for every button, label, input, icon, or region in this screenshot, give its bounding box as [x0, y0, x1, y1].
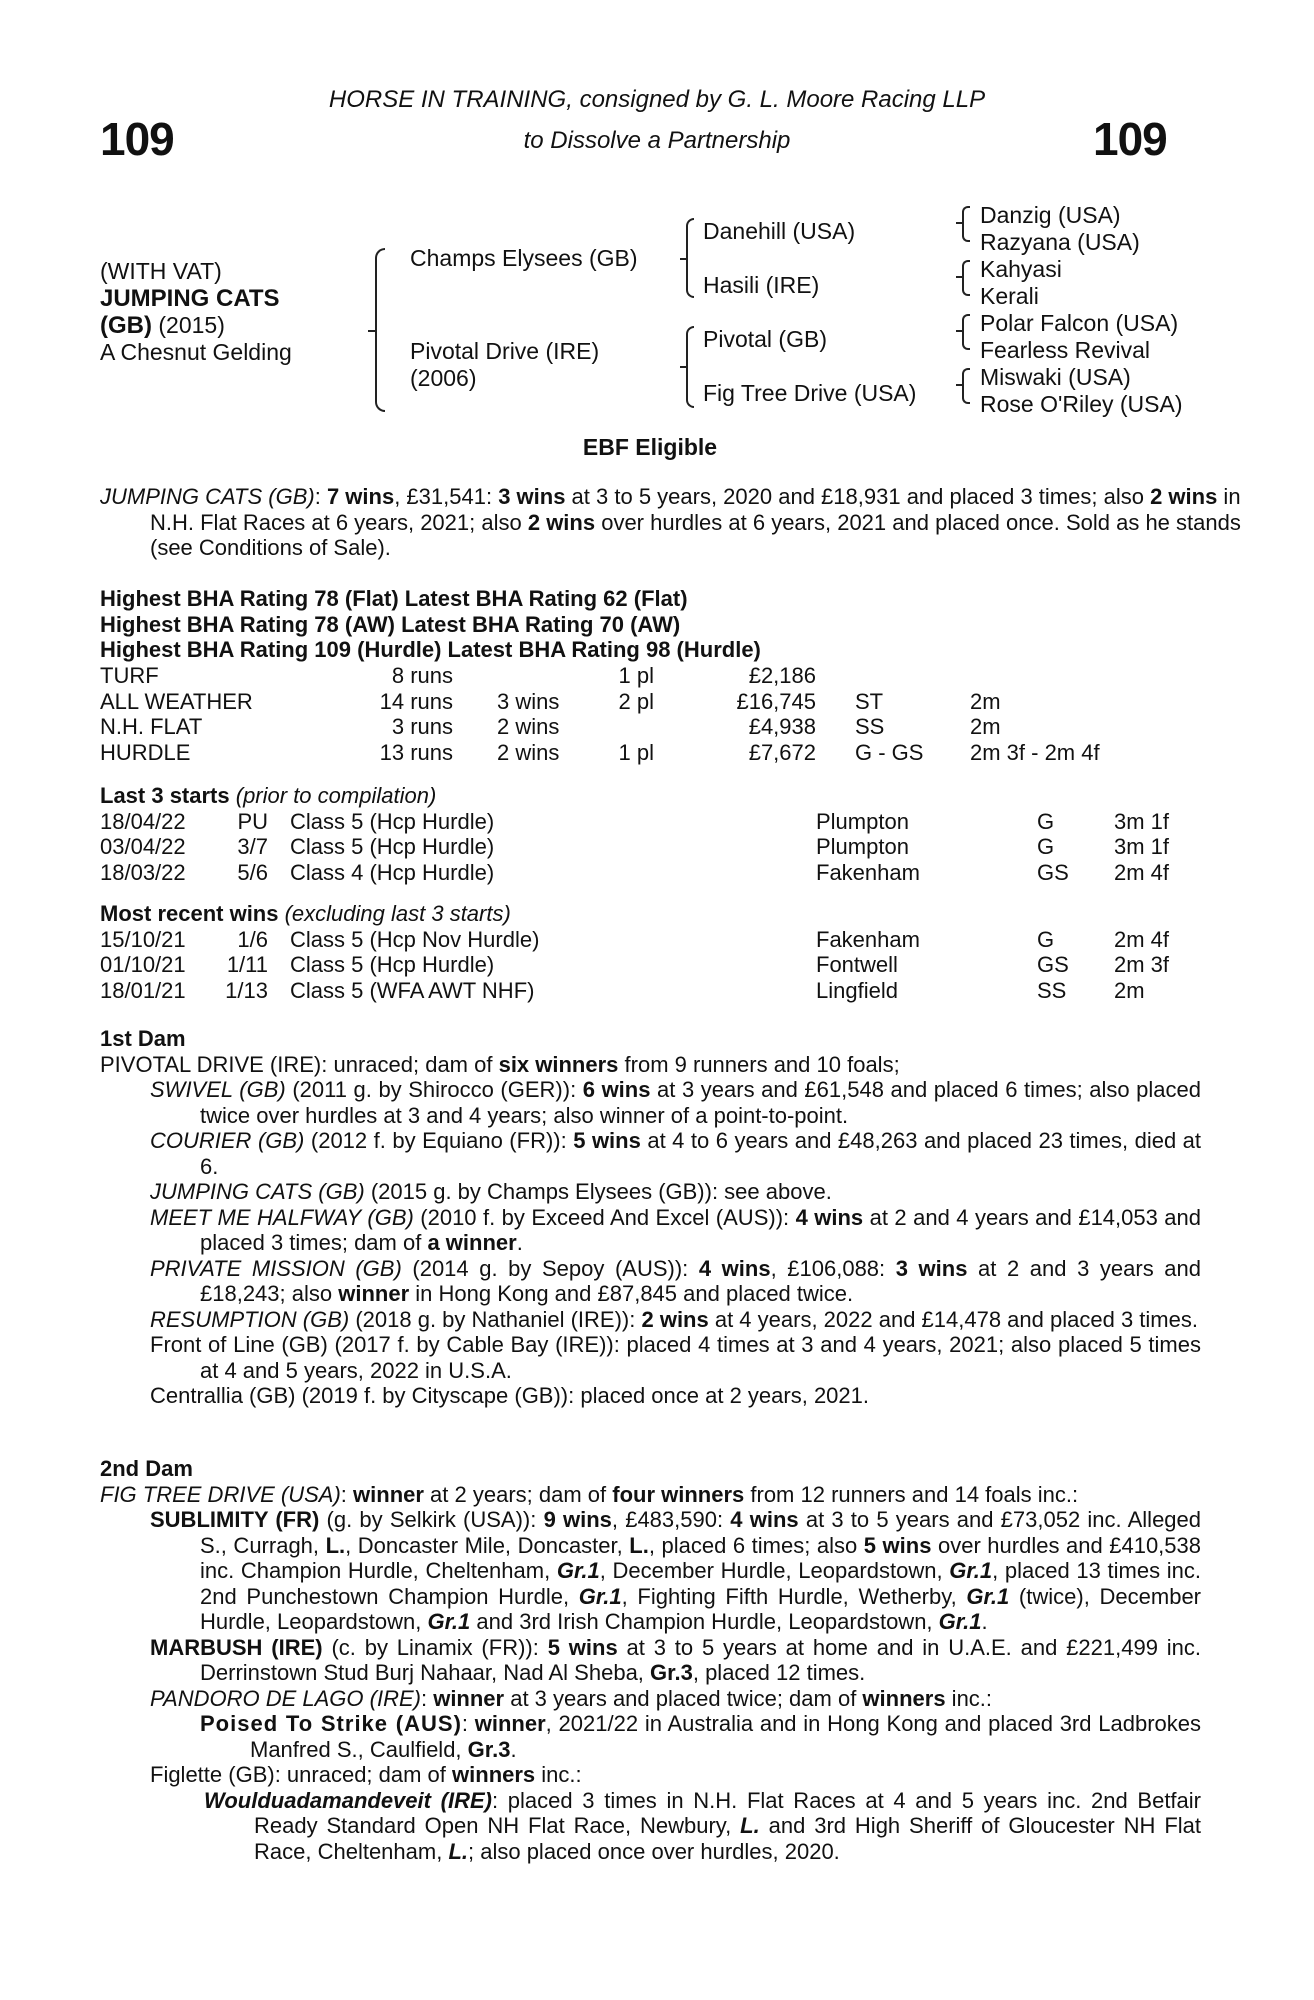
text-run: 14 runs — [379, 688, 453, 714]
lot-number-right: 109 — [1093, 113, 1167, 165]
text-run: winner — [474, 1711, 546, 1736]
text-run: Gr.1 — [556, 1558, 600, 1583]
text-run: Gr.1 — [966, 1583, 1010, 1609]
text-run: G — [1037, 926, 1055, 952]
foal-entry — [150, 1128, 1201, 1179]
second-dam-section — [100, 1456, 1201, 1864]
race-row — [0, 809, 1314, 834]
text-run: . — [516, 1230, 523, 1255]
foal-entry — [150, 1077, 1201, 1128]
text-run: (prior to compilation) — [235, 783, 437, 808]
race-summary — [100, 484, 1251, 561]
pedigree-dam-dam: Fig Tree Drive (USA) — [703, 380, 917, 406]
text-run: JUMPING CATS (GB) — [150, 1179, 365, 1204]
pedigree-gen3-item: Rose O'Riley (USA) — [980, 391, 1183, 417]
text-run: at 3 years and £61,548 and placed 6 times; also placed twice over hurdles at 3 and 4 years; also winner of a point-to-point. — [200, 1077, 1202, 1128]
text-run: (excluding last 3 starts) — [284, 901, 511, 926]
text-run: 3m 1f — [1114, 808, 1170, 834]
text-run: inc.: — [535, 1762, 582, 1787]
text-run: PU — [237, 808, 268, 834]
text-run: (2010 f. by Exceed And Excel (AUS)): — [413, 1204, 796, 1230]
text-run: and 3rd High Sheriff of Gloucester NH Flat Race, Cheltenham, — [254, 1813, 1201, 1864]
brace-line — [375, 248, 385, 332]
text-run: (twice), December Hurdle, Leopardstown, — [200, 1583, 1202, 1634]
text-run: Poised To Strike (AUS) — [200, 1711, 462, 1736]
text-run: TURF — [100, 663, 159, 688]
text-run: . — [981, 1609, 988, 1634]
text-run: , placed 13 times inc. 2nd Punchestown Champion Hurdle, — [200, 1558, 1201, 1609]
text-run: 5 wins — [573, 1128, 641, 1153]
text-run: , £106,088: — [770, 1255, 896, 1281]
record-row — [0, 663, 1314, 688]
text-run: four winners — [612, 1481, 745, 1507]
text-run: 2 wins — [527, 509, 596, 535]
ebf-eligible: EBF Eligible — [582, 434, 718, 460]
text-run: six winners — [498, 1051, 619, 1077]
text-run: , Doncaster Mile, Doncaster, — [345, 1532, 630, 1558]
first-dam-heading: 1st Dam — [100, 1026, 186, 1051]
text-run: (2015 g. by Champs Elysees (GB)): see above. — [364, 1179, 832, 1204]
text-run: 2 wins — [497, 739, 560, 765]
brace-line — [962, 368, 970, 386]
text-run: HURDLE — [100, 739, 191, 765]
text-run: Fakenham — [816, 926, 920, 952]
text-run: PANDORO DE LAGO (IRE) — [150, 1685, 421, 1711]
pedigree-gen3-item: Danzig (USA) — [980, 202, 1121, 228]
pedigree-dam-name: Pivotal Drive (IRE) — [410, 338, 600, 364]
text-run: MARBUSH (IRE) — [150, 1634, 323, 1660]
horse-year: (2015) — [158, 312, 225, 338]
pedigree-sire: Champs Elysees (GB) — [410, 245, 638, 271]
pedigree-gen3-item: Kerali — [980, 283, 1039, 309]
text-run: 8 runs — [391, 663, 453, 688]
text-run: (2012 f. by Equiano (FR)): — [304, 1128, 574, 1153]
foal-entry: Centrallia (GB) (2019 f. by Cityscape (GB)): placed once at 2 years, 2021. — [150, 1383, 869, 1408]
text-run: Plumpton — [816, 808, 909, 834]
text-run: , 2021/22 in Australia and in Hong Kong and placed 3rd Ladbrokes Manfred S., Caulfield, — [250, 1711, 1201, 1762]
text-run: inc.: — [945, 1685, 993, 1711]
text-run: 2 wins — [497, 714, 560, 739]
text-run: 2 pl — [618, 688, 654, 714]
text-run: Most recent wins — [100, 901, 279, 926]
text-run: SS — [855, 714, 885, 739]
race-row — [0, 927, 1314, 952]
race-row — [0, 978, 1314, 1003]
text-run: 3 wins — [895, 1255, 968, 1281]
text-run: PRIVATE MISSION (GB) — [150, 1255, 402, 1281]
last-starts-heading — [100, 783, 436, 809]
text-run: winner — [433, 1685, 505, 1711]
text-run: 18/03/22 — [100, 859, 186, 885]
text-run: GS — [1037, 952, 1069, 977]
text-run: (2014 g. by Sepoy (AUS)): — [401, 1255, 699, 1281]
bha-ratings — [100, 586, 761, 663]
text-run: , Fighting Fifth Hurdle, Wetherby, — [621, 1583, 967, 1609]
text-run: ST — [855, 688, 884, 714]
text-run: 18/04/22 — [100, 808, 186, 834]
brace-line — [686, 218, 694, 260]
pedigree-dam-sire: Pivotal (GB) — [703, 326, 827, 352]
text-run: 5/6 — [237, 859, 268, 885]
second-dam-heading: 2nd Dam — [100, 1456, 193, 1481]
race-row — [0, 952, 1314, 977]
text-run: over hurdles at 6 years, 2021 and placed once. Sold as he stands (see Conditions of Sale). — [150, 509, 1241, 560]
text-run: 5 wins — [547, 1634, 618, 1660]
text-run: from 9 runners and 10 foals; — [618, 1051, 900, 1077]
race-row — [0, 860, 1314, 885]
text-run: Class 5 (Hcp Hurdle) — [290, 808, 495, 834]
text-run: 3 wins — [497, 688, 560, 714]
text-run: , placed 12 times. — [692, 1660, 866, 1685]
text-run: G — [1037, 834, 1055, 859]
pedigree-gen3-item: Razyana (USA) — [980, 229, 1140, 255]
text-run: G — [1037, 808, 1055, 834]
text-run: 1/11 — [226, 952, 268, 977]
text-run: 3 runs — [391, 714, 453, 739]
text-run — [100, 312, 292, 339]
text-run: 5 wins — [863, 1532, 932, 1558]
text-run: Gr.1 — [578, 1583, 622, 1609]
text-run: 1/13 — [225, 977, 268, 1003]
brace-line — [962, 206, 970, 224]
text-run: : — [340, 1481, 354, 1507]
text-run: L. — [448, 1838, 468, 1864]
text-run: RESUMPTION (GB) — [150, 1306, 350, 1332]
text-run: , £483,590: — [611, 1507, 731, 1532]
text-run: : — [461, 1711, 475, 1736]
text-run: 15/10/21 — [100, 926, 186, 952]
foal-entry: Front of Line (GB) (2017 f. by Cable Bay (IRE)): placed 4 times at 3 and 4 years, 2021; also placed 5 times at 4 and 5 years, 2022 in U.S.A. — [150, 1332, 1201, 1383]
text-run: at 3 to 5 years and £73,052 inc. Alleged S., Curragh, — [200, 1507, 1202, 1558]
text-run: at 4 years, 2022 and £14,478 and placed 3 times. — [708, 1306, 1198, 1332]
text-run: 9 wins — [543, 1507, 612, 1532]
text-run: , December Hurdle, Leopardstown, — [599, 1558, 950, 1583]
text-run: 03/04/22 — [100, 834, 186, 859]
text-run: 13 runs — [379, 739, 453, 765]
foal-entry — [150, 1307, 1201, 1333]
text-run: at 3 years and placed twice; dam of — [504, 1685, 863, 1711]
text-run: , placed 6 times; also — [648, 1532, 864, 1558]
text-run: Class 5 (WFA AWT NHF) — [290, 977, 535, 1003]
text-run: Gr.3 — [467, 1736, 511, 1762]
text-run: G - GS — [855, 739, 924, 765]
rating-aw: Highest BHA Rating 78 (AW) Latest BHA Rating 70 (AW) — [100, 611, 681, 637]
text-run: 18/01/21 — [100, 977, 186, 1003]
text-run: , £31,541: — [394, 484, 499, 509]
text-run: £16,745 — [736, 688, 816, 714]
text-run: winner — [338, 1281, 410, 1306]
text-run: at 2 and 4 years and £14,053 and placed 3 times; dam of — [200, 1204, 1202, 1255]
first-dam-section — [100, 1026, 1201, 1409]
text-run: ; also placed once over hurdles, 2020. — [468, 1838, 840, 1864]
text-run: 4 wins — [730, 1507, 799, 1532]
text-run: (2011 g. by Shirocco (GER)): — [285, 1077, 583, 1102]
text-run: ALL WEATHER — [100, 688, 253, 714]
text-run: and 3rd Irish Champion Hurdle, Leopardstown, — [470, 1609, 939, 1634]
text-run: SS — [1037, 977, 1067, 1003]
text-run: (c. by Linamix (FR)): — [322, 1634, 548, 1660]
text-run: GS — [1037, 859, 1069, 885]
text-run: 2 wins — [641, 1306, 709, 1332]
text-run: in N.H. Flat Races at 6 years, 2021; also — [150, 484, 1241, 535]
summary-horse-name: JUMPING CATS (GB) — [100, 484, 315, 509]
text-run: Last 3 starts — [100, 783, 230, 808]
text-run: (2018 g. by Nathaniel (IRE)): — [349, 1306, 642, 1332]
header-subtitle: to Dissolve a Partnership — [523, 127, 791, 154]
text-run: N.H. FLAT — [100, 714, 203, 739]
text-run: Lingfield — [816, 977, 898, 1003]
pedigree-gen3 — [980, 202, 1183, 418]
pedigree-dam — [410, 338, 599, 392]
text-run: 1/6 — [237, 926, 268, 952]
text-run: 4 wins — [698, 1255, 771, 1281]
text-run: Class 4 (Hcp Hurdle) — [290, 859, 495, 885]
record-row — [0, 714, 1314, 739]
rating-hurdle: Highest BHA Rating 109 (Hurdle) Latest BHA Rating 98 (Hurdle) — [100, 637, 761, 662]
brace-line — [962, 386, 970, 404]
text-run: £7,672 — [748, 739, 816, 765]
brace-line — [962, 224, 970, 242]
text-run: Woulduadamandeveit (IRE) — [204, 1787, 492, 1813]
foal-entry-poised — [200, 1711, 1201, 1762]
text-run: : — [420, 1685, 434, 1711]
text-run: 1 pl — [618, 663, 654, 688]
text-run: 2 wins — [1150, 484, 1218, 509]
pedigree-dam-year: (2006) — [410, 365, 477, 391]
text-run: from 12 runners and 14 foals inc.: — [744, 1481, 1079, 1507]
text-run: 2m 4f — [1114, 859, 1170, 885]
text-run: 2m 3f - 2m 4f — [970, 739, 1100, 765]
text-run: over hurdles and £410,538 inc. Champion Hurdle, Cheltenham, — [200, 1532, 1202, 1583]
first-dam-intro — [100, 1052, 1201, 1078]
text-run: at 3 to 5 years at home and in U.A.E. and £221,499 inc. Derrinstown Stud Burj Nahaar, Nad Al Sheba, — [200, 1634, 1202, 1685]
text-run: at 4 to 6 years and £48,263 and placed 23 times, died at 6. — [200, 1128, 1202, 1179]
text-run — [100, 1077, 1201, 1409]
record-row — [0, 689, 1314, 714]
text-run: winner — [353, 1481, 424, 1507]
text-run: at 2 and 3 years and £18,243; also — [200, 1255, 1201, 1306]
text-run: winners — [452, 1762, 536, 1787]
text-run: 4 wins — [795, 1204, 864, 1230]
text-run: 3 wins — [498, 484, 566, 509]
text-run: at 3 to 5 years, 2020 and £18,931 and placed 3 times; also — [565, 484, 1151, 509]
text-run: 6 wins — [582, 1077, 651, 1102]
text-run — [150, 1711, 1201, 1762]
brace-line — [962, 260, 970, 278]
recent-wins-heading — [100, 901, 511, 927]
brace-line — [962, 332, 970, 350]
text-run: L. — [629, 1532, 649, 1558]
text-run: 01/10/21 — [100, 952, 186, 977]
brace-line — [686, 368, 694, 408]
foal-entry-sublimity — [150, 1507, 1201, 1635]
second-dam-intro — [100, 1482, 1201, 1508]
foal-entry-marbush — [150, 1635, 1201, 1686]
text-run: PIVOTAL DRIVE (IRE): unraced; dam of — [100, 1051, 499, 1077]
text-run: 2m 4f — [1114, 926, 1170, 952]
text-run: 2m — [970, 714, 1001, 739]
text-run: Fakenham — [816, 859, 920, 885]
text-run: L. — [325, 1532, 346, 1558]
text-run: 2m 3f — [1114, 952, 1170, 977]
horse-name: JUMPING CATS — [100, 285, 280, 312]
horse-description: A Chesnut Gelding — [100, 339, 292, 365]
text-run: Figlette (GB): unraced; dam of — [150, 1762, 453, 1787]
text-run: : placed 3 times in N.H. Flat Races at 4 and 5 years inc. 2nd Betfair Ready Standard Open NH Flat Race, Newbury, — [254, 1787, 1201, 1838]
text-run: 1 pl — [618, 739, 654, 765]
header-consignor: HORSE IN TRAINING, consigned by G. L. Moore Racing LLP — [328, 86, 986, 113]
text-run: Class 5 (Hcp Hurdle) — [290, 834, 495, 859]
rating-flat: Highest BHA Rating 78 (Flat) Latest BHA Rating 62 (Flat) — [100, 586, 688, 611]
text-run: £2,186 — [748, 663, 816, 688]
text-run: Gr.1 — [938, 1609, 982, 1634]
foal-entry-figlette — [150, 1762, 1201, 1788]
brace-line — [686, 326, 694, 368]
text-run: 2m — [1114, 977, 1145, 1003]
pedigree-sire-dam: Hasili (IRE) — [703, 272, 820, 298]
foal-entry-woulduadamandeveit — [204, 1788, 1201, 1865]
pedigree-sire-sire: Danehill (USA) — [703, 218, 856, 244]
horse-identity — [100, 258, 292, 366]
lot-number-left: 109 — [100, 113, 174, 165]
text-run: Plumpton — [816, 834, 909, 859]
text-run — [100, 1507, 1201, 1864]
text-run: a winner — [427, 1230, 517, 1255]
text-run: Gr.1 — [427, 1609, 471, 1634]
text-run: 3/7 — [237, 834, 268, 859]
horse-country: (GB) — [100, 312, 152, 339]
text-run: 7 wins — [326, 484, 395, 509]
brace-line — [686, 260, 694, 298]
text-run: Class 5 (Hcp Hurdle) — [290, 952, 495, 977]
text-run: at 2 years; dam of — [423, 1481, 613, 1507]
brace-line — [962, 278, 970, 296]
foal-entry-pandoro — [150, 1686, 1201, 1712]
brace-line — [962, 314, 970, 332]
brace-line — [375, 332, 385, 412]
text-run: MEET ME HALFWAY (GB) — [150, 1204, 414, 1230]
text-run: COURIER (GB) — [150, 1128, 305, 1153]
pedigree-gen3-item: Polar Falcon (USA) — [980, 310, 1179, 336]
text-run: FIG TREE DRIVE (USA) — [100, 1481, 341, 1507]
text-run: (g. by Selkirk (USA)): — [319, 1507, 544, 1532]
text-run: in Hong Kong and £87,845 and placed twice. — [409, 1281, 854, 1306]
text-run: . — [510, 1736, 517, 1762]
race-row — [0, 834, 1314, 859]
record-row — [0, 740, 1314, 765]
pedigree-gen3-item: Miswaki (USA) — [980, 364, 1131, 390]
text-run: L. — [740, 1813, 760, 1838]
foal-entry — [150, 1256, 1201, 1307]
pedigree-gen3-item: Fearless Revival — [980, 337, 1150, 363]
text-run: : — [314, 484, 327, 509]
text-run: Class 5 (Hcp Nov Hurdle) — [290, 926, 540, 952]
text-run: £4,938 — [748, 714, 816, 739]
text-run: Gr.3 — [650, 1660, 693, 1685]
text-run: winners — [862, 1685, 946, 1711]
text-run: Fontwell — [816, 952, 898, 977]
foal-entry — [150, 1205, 1201, 1256]
vat-label: (WITH VAT) — [100, 258, 222, 284]
text-run: 3m 1f — [1114, 834, 1170, 859]
text-run: SUBLIMITY (FR) — [150, 1507, 320, 1532]
text-run: 2m — [970, 688, 1001, 714]
text-run — [150, 1788, 1201, 1865]
pedigree-gen3-item: Kahyasi — [980, 256, 1062, 282]
foal-entry — [150, 1179, 1201, 1205]
text-run: Gr.1 — [949, 1558, 993, 1583]
text-run: SWIVEL (GB) — [150, 1077, 286, 1102]
